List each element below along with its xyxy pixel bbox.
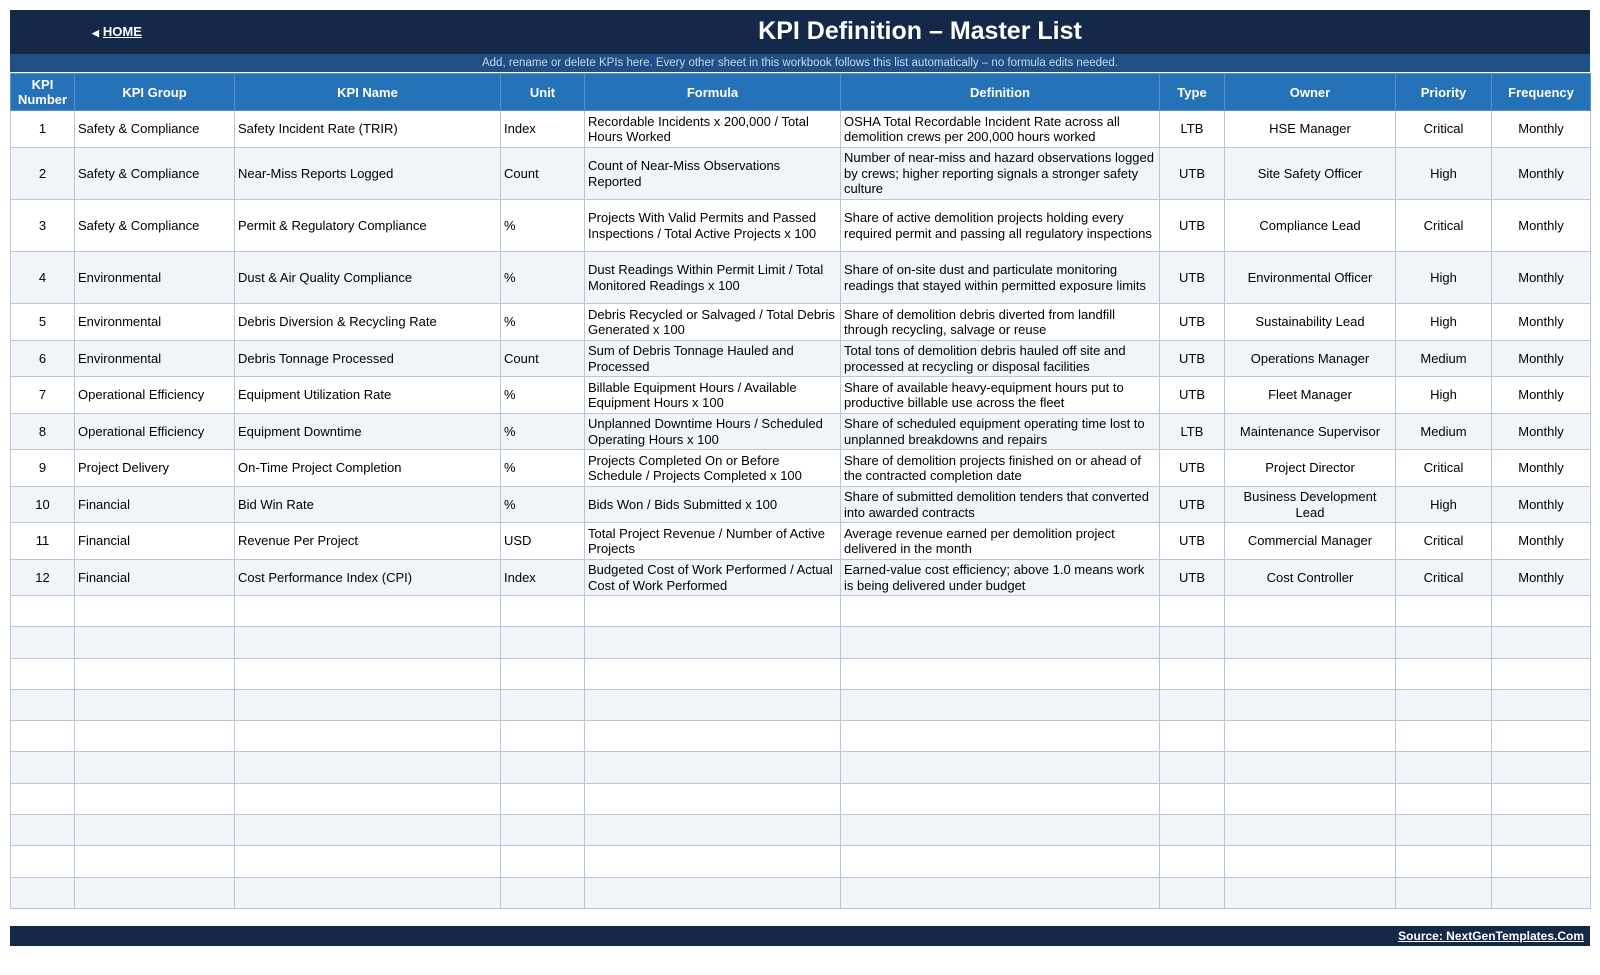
empty-table-row: [11, 721, 1591, 752]
table-row: [11, 252, 1591, 304]
table-cell[interactable]: Share of scheduled equipment operating time lost to unplanned breakdowns and repairs: [841, 414, 1160, 450]
table-cell[interactable]: Critical: [1396, 111, 1492, 148]
table-cell[interactable]: Debris Diversion & Recycling Rate: [235, 304, 501, 341]
empty-cell[interactable]: [841, 846, 1160, 877]
empty-cell[interactable]: [1225, 752, 1396, 783]
empty-cell[interactable]: [501, 689, 585, 720]
table-cell[interactable]: 1: [11, 111, 75, 148]
page-title: KPI Definition – Master List: [758, 17, 1082, 45]
table-cell[interactable]: Projects With Valid Permits and Passed Inspections / Total Active Projects x 100: [585, 200, 841, 252]
table-row: [11, 560, 1591, 596]
table-cell[interactable]: Share of active demolition projects holding every required permit and passing all regulatory inspections: [841, 200, 1160, 252]
empty-table-row: [11, 689, 1591, 720]
footer-bar: [10, 926, 1590, 946]
table-cell[interactable]: Monthly: [1492, 200, 1591, 252]
table-cell[interactable]: Total Project Revenue / Number of Active Projects: [585, 523, 841, 560]
empty-cell[interactable]: [235, 596, 501, 627]
table-row: [11, 450, 1591, 487]
empty-cell[interactable]: [501, 752, 585, 783]
table-cell[interactable]: Near-Miss Reports Logged: [235, 148, 501, 200]
column-header[interactable]: Definition: [841, 74, 1160, 111]
empty-cell[interactable]: [585, 596, 841, 627]
table-cell[interactable]: Safety & Compliance: [75, 111, 235, 148]
empty-cell[interactable]: [585, 815, 841, 846]
home-label: HOME: [102, 24, 142, 39]
empty-cell[interactable]: [1492, 689, 1591, 720]
empty-table-row: [11, 658, 1591, 689]
empty-cell[interactable]: [235, 689, 501, 720]
empty-cell[interactable]: [235, 815, 501, 846]
empty-table-row: [11, 877, 1591, 908]
empty-cell[interactable]: [1225, 689, 1396, 720]
empty-cell[interactable]: [1492, 846, 1591, 877]
table-cell[interactable]: Environmental: [75, 341, 235, 377]
table-cell[interactable]: Debris Tonnage Processed: [235, 341, 501, 377]
table-cell[interactable]: Sum of Debris Tonnage Hauled and Processed: [585, 341, 841, 377]
table-cell[interactable]: Environmental: [75, 304, 235, 341]
table-cell[interactable]: OSHA Total Recordable Incident Rate across all demolition crews per 200,000 hours worked: [841, 111, 1160, 148]
empty-cell[interactable]: [501, 721, 585, 752]
empty-cell[interactable]: [585, 627, 841, 658]
empty-cell[interactable]: [235, 627, 501, 658]
column-header[interactable]: KPI Number: [11, 74, 75, 111]
empty-cell[interactable]: [1160, 783, 1225, 814]
table-cell[interactable]: UTB: [1160, 148, 1225, 200]
table-cell[interactable]: Dust & Air Quality Compliance: [235, 252, 501, 304]
table-cell[interactable]: Number of near-miss and hazard observations logged by crews; higher reporting signals a stronger safety culture: [841, 148, 1160, 200]
empty-cell[interactable]: [1492, 658, 1591, 689]
table-row: [11, 487, 1591, 523]
table-cell[interactable]: Share of demolition projects finished on or ahead of the contracted completion date: [841, 450, 1160, 487]
empty-cell[interactable]: [1396, 596, 1492, 627]
empty-cell[interactable]: [501, 846, 585, 877]
table-cell[interactable]: %: [501, 252, 585, 304]
table-cell[interactable]: UTB: [1160, 450, 1225, 487]
table-cell[interactable]: Maintenance Supervisor: [1225, 414, 1396, 450]
table-cell[interactable]: Critical: [1396, 523, 1492, 560]
table-cell[interactable]: Count of Near-Miss Observations Reported: [585, 148, 841, 200]
empty-cell[interactable]: [1492, 783, 1591, 814]
table-cell[interactable]: UTB: [1160, 560, 1225, 596]
table-cell[interactable]: Safety & Compliance: [75, 148, 235, 200]
table-cell[interactable]: %: [501, 487, 585, 523]
table-cell[interactable]: UTB: [1160, 487, 1225, 523]
table-cell[interactable]: Dust Readings Within Permit Limit / Total Monitored Readings x 100: [585, 252, 841, 304]
empty-cell[interactable]: [1396, 721, 1492, 752]
empty-cell[interactable]: [11, 658, 75, 689]
table-cell[interactable]: Bids Won / Bids Submitted x 100: [585, 487, 841, 523]
empty-cell[interactable]: [75, 783, 235, 814]
table-cell[interactable]: Index: [501, 560, 585, 596]
empty-cell[interactable]: [11, 846, 75, 877]
empty-cell[interactable]: [1396, 815, 1492, 846]
empty-cell[interactable]: [75, 658, 235, 689]
empty-cell[interactable]: [841, 627, 1160, 658]
table-cell[interactable]: Critical: [1396, 450, 1492, 487]
table-cell[interactable]: 5: [11, 304, 75, 341]
empty-cell[interactable]: [841, 815, 1160, 846]
empty-cell[interactable]: [501, 658, 585, 689]
empty-cell[interactable]: [501, 627, 585, 658]
empty-cell[interactable]: [841, 689, 1160, 720]
table-cell[interactable]: Recordable Incidents x 200,000 / Total Hours Worked: [585, 111, 841, 148]
table-cell[interactable]: UTB: [1160, 200, 1225, 252]
table-cell[interactable]: High: [1396, 304, 1492, 341]
kpi-master-table: [10, 73, 1591, 909]
table-cell[interactable]: Average revenue earned per demolition project delivered in the month: [841, 523, 1160, 560]
empty-cell[interactable]: [841, 783, 1160, 814]
table-cell[interactable]: Operations Manager: [1225, 341, 1396, 377]
table-row: [11, 414, 1591, 450]
table-cell[interactable]: UTB: [1160, 341, 1225, 377]
table-cell[interactable]: Safety Incident Rate (TRIR): [235, 111, 501, 148]
empty-cell[interactable]: [11, 596, 75, 627]
table-cell[interactable]: Monthly: [1492, 560, 1591, 596]
table-cell[interactable]: LTB: [1160, 111, 1225, 148]
table-cell[interactable]: Financial: [75, 523, 235, 560]
table-cell[interactable]: Business Development Lead: [1225, 487, 1396, 523]
empty-table-row: [11, 752, 1591, 783]
table-cell[interactable]: 6: [11, 341, 75, 377]
column-header[interactable]: Formula: [585, 74, 841, 111]
table-cell[interactable]: Bid Win Rate: [235, 487, 501, 523]
table-cell[interactable]: Fleet Manager: [1225, 377, 1396, 414]
empty-cell[interactable]: [1225, 721, 1396, 752]
table-cell[interactable]: Monthly: [1492, 341, 1591, 377]
column-header[interactable]: Frequency: [1492, 74, 1591, 111]
empty-cell[interactable]: [1160, 658, 1225, 689]
empty-cell[interactable]: [235, 877, 501, 908]
empty-cell[interactable]: [1160, 815, 1225, 846]
empty-cell[interactable]: [75, 689, 235, 720]
table-cell[interactable]: Debris Recycled or Salvaged / Total Debris Generated x 100: [585, 304, 841, 341]
table-cell[interactable]: Monthly: [1492, 377, 1591, 414]
empty-cell[interactable]: [585, 721, 841, 752]
table-cell[interactable]: On-Time Project Completion: [235, 450, 501, 487]
table-row: [11, 304, 1591, 341]
table-cell[interactable]: Monthly: [1492, 523, 1591, 560]
empty-cell[interactable]: [235, 752, 501, 783]
empty-cell[interactable]: [11, 783, 75, 814]
table-cell[interactable]: Operational Efficiency: [75, 414, 235, 450]
table-cell[interactable]: 8: [11, 414, 75, 450]
empty-table-row: [11, 815, 1591, 846]
empty-cell[interactable]: [1160, 877, 1225, 908]
table-cell[interactable]: Total tons of demolition debris hauled off site and processed at recycling or disposal facilities: [841, 341, 1160, 377]
table-cell[interactable]: High: [1396, 487, 1492, 523]
empty-cell[interactable]: [75, 877, 235, 908]
empty-cell[interactable]: [1225, 596, 1396, 627]
empty-cell[interactable]: [1160, 689, 1225, 720]
table-cell[interactable]: Cost Controller: [1225, 560, 1396, 596]
table-cell[interactable]: Billable Equipment Hours / Available Equipment Hours x 100: [585, 377, 841, 414]
table-cell[interactable]: UTB: [1160, 523, 1225, 560]
empty-cell[interactable]: [1396, 877, 1492, 908]
table-cell[interactable]: %: [501, 414, 585, 450]
empty-cell[interactable]: [1160, 596, 1225, 627]
empty-cell[interactable]: [1225, 627, 1396, 658]
empty-cell[interactable]: [11, 752, 75, 783]
table-cell[interactable]: 9: [11, 450, 75, 487]
source-link[interactable]: Source: NextGenTemplates.Com: [1398, 929, 1584, 943]
table-cell[interactable]: Projects Completed On or Before Schedule / Projects Completed x 100: [585, 450, 841, 487]
table-row: [11, 148, 1591, 200]
table-cell[interactable]: Project Delivery: [75, 450, 235, 487]
table-cell[interactable]: Commercial Manager: [1225, 523, 1396, 560]
table-cell[interactable]: Financial: [75, 487, 235, 523]
empty-cell[interactable]: [841, 658, 1160, 689]
empty-cell[interactable]: [11, 815, 75, 846]
table-cell[interactable]: %: [501, 200, 585, 252]
empty-cell[interactable]: [1225, 846, 1396, 877]
table-cell[interactable]: UTB: [1160, 252, 1225, 304]
header-bar: [10, 10, 1590, 54]
table-cell[interactable]: 4: [11, 252, 75, 304]
table-row: [11, 341, 1591, 377]
empty-cell[interactable]: [11, 877, 75, 908]
table-cell[interactable]: %: [501, 304, 585, 341]
table-cell[interactable]: Equipment Downtime: [235, 414, 501, 450]
empty-cell[interactable]: [1225, 877, 1396, 908]
empty-cell[interactable]: [1160, 721, 1225, 752]
empty-cell[interactable]: [75, 721, 235, 752]
table-cell[interactable]: Revenue Per Project: [235, 523, 501, 560]
empty-cell[interactable]: [1492, 815, 1591, 846]
empty-cell[interactable]: [11, 721, 75, 752]
empty-cell[interactable]: [585, 658, 841, 689]
table-cell[interactable]: LTB: [1160, 414, 1225, 450]
table-cell[interactable]: Count: [501, 148, 585, 200]
empty-cell[interactable]: [1492, 721, 1591, 752]
table-cell[interactable]: Environmental Officer: [1225, 252, 1396, 304]
table-cell[interactable]: 7: [11, 377, 75, 414]
column-header[interactable]: Priority: [1396, 74, 1492, 111]
empty-cell[interactable]: [501, 596, 585, 627]
empty-cell[interactable]: [501, 877, 585, 908]
empty-cell[interactable]: [1160, 846, 1225, 877]
empty-cell[interactable]: [1492, 596, 1591, 627]
empty-table-row: [11, 846, 1591, 877]
empty-cell[interactable]: [75, 752, 235, 783]
table-cell[interactable]: Sustainability Lead: [1225, 304, 1396, 341]
empty-cell[interactable]: [75, 815, 235, 846]
empty-table-row: [11, 783, 1591, 814]
empty-cell[interactable]: [1396, 689, 1492, 720]
table-row: [11, 523, 1591, 560]
empty-cell[interactable]: [235, 846, 501, 877]
table-cell[interactable]: Site Safety Officer: [1225, 148, 1396, 200]
empty-cell[interactable]: [1396, 658, 1492, 689]
table-cell[interactable]: Count: [501, 341, 585, 377]
empty-cell[interactable]: [235, 658, 501, 689]
empty-cell[interactable]: [11, 689, 75, 720]
table-cell[interactable]: 10: [11, 487, 75, 523]
empty-cell[interactable]: [235, 721, 501, 752]
table-cell[interactable]: 12: [11, 560, 75, 596]
table-cell[interactable]: High: [1396, 377, 1492, 414]
subtitle-bar: Add, rename or delete KPIs here. Every other sheet in this workbook follows this list automatically – no formula edits needed.: [10, 54, 1590, 72]
empty-cell[interactable]: [585, 877, 841, 908]
column-header[interactable]: Unit: [501, 74, 585, 111]
empty-cell[interactable]: [1396, 627, 1492, 658]
table-cell[interactable]: Financial: [75, 560, 235, 596]
empty-cell[interactable]: [1396, 783, 1492, 814]
table-cell[interactable]: Permit & Regulatory Compliance: [235, 200, 501, 252]
empty-cell[interactable]: [841, 596, 1160, 627]
table-cell[interactable]: Share of on-site dust and particulate monitoring readings that stayed within permitted exposure limits: [841, 252, 1160, 304]
empty-cell[interactable]: [585, 689, 841, 720]
empty-cell[interactable]: [75, 627, 235, 658]
empty-cell[interactable]: [1160, 627, 1225, 658]
table-cell[interactable]: 3: [11, 200, 75, 252]
table-cell[interactable]: Earned-value cost efficiency; above 1.0 means work is being delivered under budget: [841, 560, 1160, 596]
table-cell[interactable]: Environmental: [75, 252, 235, 304]
empty-cell[interactable]: [1492, 627, 1591, 658]
table-cell[interactable]: Monthly: [1492, 304, 1591, 341]
table-cell[interactable]: Share of submitted demolition tenders that converted into awarded contracts: [841, 487, 1160, 523]
table-cell[interactable]: Critical: [1396, 560, 1492, 596]
table-cell[interactable]: Index: [501, 111, 585, 148]
table-cell[interactable]: Medium: [1396, 414, 1492, 450]
table-cell[interactable]: Budgeted Cost of Work Performed / Actual Cost of Work Performed: [585, 560, 841, 596]
table-cell[interactable]: Monthly: [1492, 450, 1591, 487]
table-cell[interactable]: HSE Manager: [1225, 111, 1396, 148]
table-cell[interactable]: %: [501, 450, 585, 487]
table-row: [11, 200, 1591, 252]
empty-cell[interactable]: [585, 752, 841, 783]
table-cell[interactable]: Monthly: [1492, 487, 1591, 523]
empty-cell[interactable]: [501, 815, 585, 846]
empty-cell[interactable]: [585, 783, 841, 814]
table-header-row: [11, 74, 1591, 111]
empty-cell[interactable]: [841, 721, 1160, 752]
column-header[interactable]: KPI Name: [235, 74, 501, 111]
table-cell[interactable]: Cost Performance Index (CPI): [235, 560, 501, 596]
empty-cell[interactable]: [1160, 752, 1225, 783]
column-header[interactable]: KPI Group: [75, 74, 235, 111]
empty-table-row: [11, 627, 1591, 658]
empty-cell[interactable]: [1396, 846, 1492, 877]
table-cell[interactable]: USD: [501, 523, 585, 560]
table-cell[interactable]: 2: [11, 148, 75, 200]
table-cell[interactable]: Compliance Lead: [1225, 200, 1396, 252]
table-cell[interactable]: Critical: [1396, 200, 1492, 252]
table-cell[interactable]: Monthly: [1492, 148, 1591, 200]
column-header[interactable]: Owner: [1225, 74, 1396, 111]
column-header[interactable]: Type: [1160, 74, 1225, 111]
table-cell[interactable]: %: [501, 377, 585, 414]
table-cell[interactable]: Unplanned Downtime Hours / Scheduled Operating Hours x 100: [585, 414, 841, 450]
empty-cell[interactable]: [75, 846, 235, 877]
empty-table-row: [11, 596, 1591, 627]
empty-cell[interactable]: [75, 596, 235, 627]
empty-cell[interactable]: [1225, 783, 1396, 814]
empty-cell[interactable]: [11, 627, 75, 658]
empty-cell[interactable]: [841, 877, 1160, 908]
empty-cell[interactable]: [1225, 658, 1396, 689]
table-cell[interactable]: 11: [11, 523, 75, 560]
table-cell[interactable]: Share of demolition debris diverted from landfill through recycling, salvage or reuse: [841, 304, 1160, 341]
table-cell[interactable]: High: [1396, 148, 1492, 200]
table-cell[interactable]: High: [1396, 252, 1492, 304]
empty-cell[interactable]: [841, 752, 1160, 783]
table-cell[interactable]: Safety & Compliance: [75, 200, 235, 252]
empty-cell[interactable]: [1492, 877, 1591, 908]
empty-cell[interactable]: [235, 783, 501, 814]
table-cell[interactable]: Share of available heavy-equipment hours put to productive billable use across the fleet: [841, 377, 1160, 414]
empty-cell[interactable]: [501, 783, 585, 814]
table-cell[interactable]: UTB: [1160, 377, 1225, 414]
table-cell[interactable]: Monthly: [1492, 414, 1591, 450]
table-cell[interactable]: Project Director: [1225, 450, 1396, 487]
table-cell[interactable]: Monthly: [1492, 252, 1591, 304]
table-cell[interactable]: Operational Efficiency: [75, 377, 235, 414]
table-cell[interactable]: Monthly: [1492, 111, 1591, 148]
table-cell[interactable]: Medium: [1396, 341, 1492, 377]
empty-cell[interactable]: [1396, 752, 1492, 783]
empty-cell[interactable]: [1492, 752, 1591, 783]
left-triangle-icon: ◀: [92, 28, 99, 38]
empty-cell[interactable]: [585, 846, 841, 877]
table-cell[interactable]: UTB: [1160, 304, 1225, 341]
table-cell[interactable]: Equipment Utilization Rate: [235, 377, 501, 414]
table-row: [11, 377, 1591, 414]
table-row: [11, 111, 1591, 148]
empty-cell[interactable]: [1225, 815, 1396, 846]
